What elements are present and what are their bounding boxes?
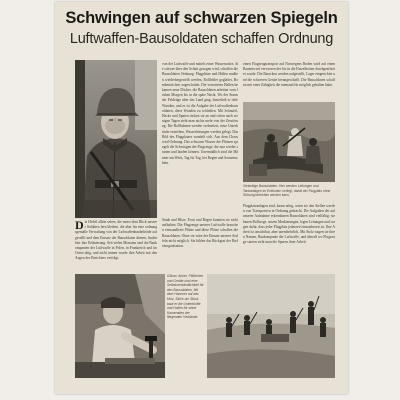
hammering-photo-caption: Gläser, Anker, Pfählchen und Geräte sind eine Selbstverständlichkeit für den Bausoldaten. Mit dem Hammer auf das Holz, Stück um Stück, baut er die Unterkünfte und Hallen für seine Kameraden der fliegenden Verbände. (167, 274, 204, 320)
soldier-portrait-image (75, 60, 157, 218)
column-3-middle-text: Flugplatzanlagen sind, kaum nötig, wenn sie den Stellen werden von Transportern in Ordnung gebracht. Die Aufgaben der auf unserer Aufnahme erkennbaren Bausoldaten sind vielfältig: sie bauen Rollwege, setzen Markierungen, legen Leitungen und sorgen dafür, dass jeder Flugplatz jederzeit einsatzbereit ist. Ihre Arbeit ist unsichtbar, aber unentbehrlich. Mit Stolz tragen sie ihren Namen, Baukompanie der Luftwaffe, und überall wo Flugzeuge starten sieht man die Spuren ihrer Arbeit. (243, 204, 335, 245)
field-workers-photo (207, 274, 335, 378)
column-1-intro-text (75, 220, 157, 270)
headline: Schwingen auf schwarzen Spiegeln (65, 9, 338, 27)
column-1-intro-body: ie Heftel allein sehen, die meist dem Blick unserer Soldaten fern bleiben, die aber für eine ordnungsgemäße Verwaltung von der Luftwaffenbaubehörde aufgestellt und dem Einsatz der Bausoldaten dienen, finden hier ihre Erläuterung. Seit vielen Monaten sind die Baukompanien der Luftwaffe in Polen, in Frankreich und im Osten tätig, und nicht immer wurde ihre Arbeit mit den Augen des Berichters verfolgt. (75, 220, 157, 261)
soldier-portrait-photo (75, 60, 157, 218)
trench-workers-image (243, 102, 335, 182)
drop-cap: D (75, 220, 84, 232)
field-workers-image (207, 274, 335, 378)
column-2-lower-text: Staub und Hitze, Frost und Regen konnten sie nicht aufhalten. Die Flugzeuge unserer Luftwaffe brauchen einwandfreie Plätze und diese Plätze schaffen die Bausoldaten. Ohne sie wäre der Einsatz unserer Staffeln nicht möglich. Sie bilden das Rückgrat der Bodenorganisation. (162, 218, 238, 249)
column-2-text: von der Luftwaffe und mittels einer Wasserwalze, die schwer über den Schutt gezogen wird, schaffen die Bausoldaten Ordnung. Flugplätze und Hallen mußten wiederhergestellt werden, Rollfelder geglättet, Bombentrichter zugeschüttet. Die verrotteten Hallen bekamen neue Dächer, die Bausoldaten arbeiten vom frühen Morgen bis in die späte Nacht. Wo der Sturm der Feldzüge über das Land ging, hinterließ er tiefe Wunden, und es ist die Aufgabe der Luftwaffenbausoldaten, diese Wunden zu schließen. Mit Schaufel, Hacke und Spaten rücken sie an und schon nach wenigen Tagen sieht man nichts mehr von der Zerstörung. Die Rollbahnen werden verbreitert, neue Unterkünfte entstehen, Wasserleitungen werden gelegt. Das Bild des Flugplatzes wandelt sich. Aus dem Chaos wird Ordnung. Das schwarze Wasser der Pfützen spiegelt die Schwingen der Flugzeuge, die nun wieder starten und landen können. Unermüdlich sind die Männer am Werk, Tag für Tag, bei Regen und Sonnenschein. (162, 62, 238, 165)
column-3-text: einen Flugzeugtransport auf Norwegens Boden wird auf einen Bauentwurf verwiesen der bis in die Einzelheiten durchgearbeitet wurde. Die Baracken werden aufgestellt, Lager eingerichtet und die schweren Geräte herangeschafft. Die Bausoldaten schaffen mit einer Zähigkeit die niemand für möglich gehalten hätte. (243, 62, 335, 87)
magazine-page (55, 2, 348, 394)
trench-workers-photo (243, 102, 335, 182)
trench-photo-caption: Vielseitige Bausoldaten: Hier werden Leitungen und Tankanlagen im Erdboden verlegt, damit der Flugplatz ohne Störung betrieben werden kann. (243, 184, 331, 198)
subheadline: Luftwaffen-Bausoldaten schaffen Ordnung (69, 31, 334, 47)
hammering-worker-photo (75, 274, 165, 378)
hammering-worker-image (75, 274, 165, 378)
